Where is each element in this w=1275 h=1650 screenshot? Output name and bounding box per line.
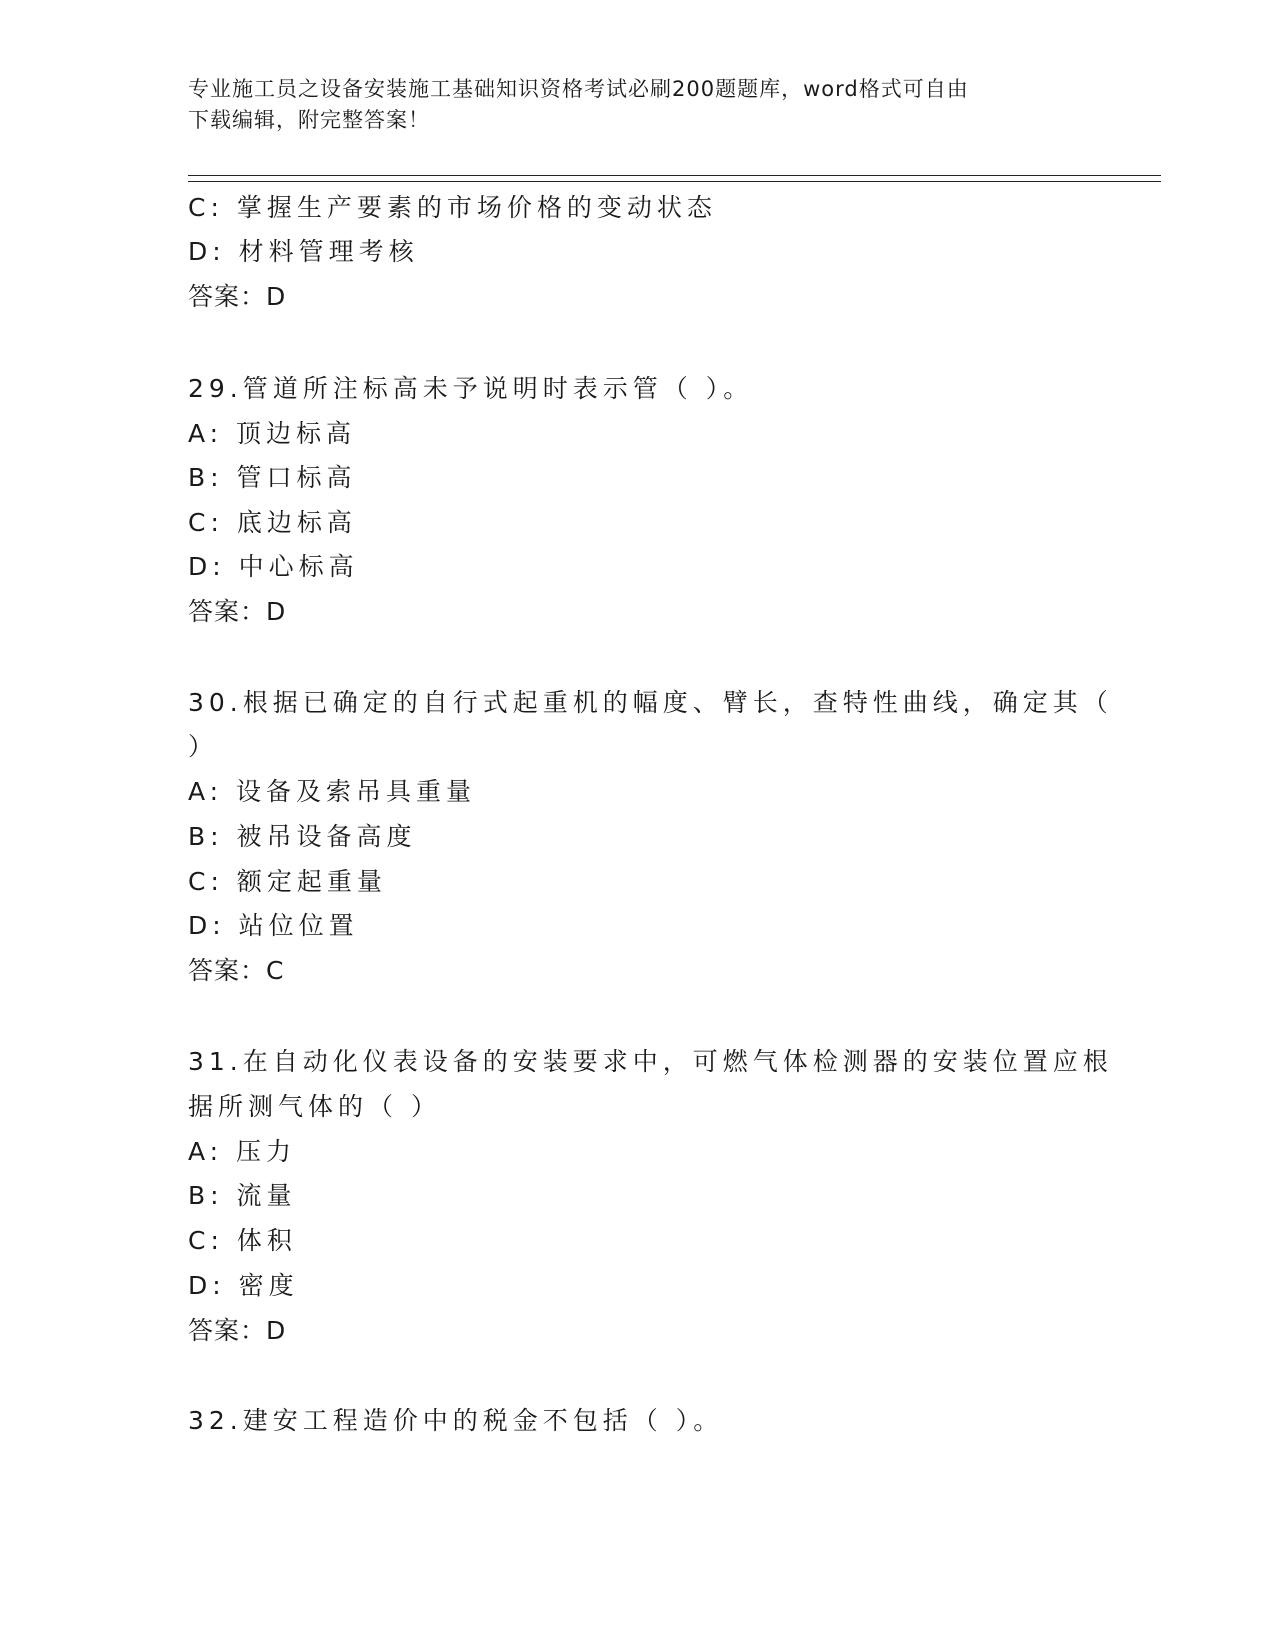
header-rule-top	[188, 175, 1161, 176]
q31-answer: 答案：D	[188, 1316, 287, 1345]
question-29: 29.管道所注标高未予说明时表示管（ ）。	[188, 374, 754, 403]
q31-option-d: D: 密度	[188, 1271, 299, 1300]
question-30-line-2: ）	[188, 732, 219, 761]
q29-option-c: C: 底边标高	[188, 508, 357, 537]
q29-option-a: A: 顶边标高	[188, 419, 357, 448]
header-rule-bottom	[188, 181, 1161, 182]
q29-option-b: B: 管口标高	[188, 463, 357, 492]
question-30-line-1: 30.根据已确定的自行式起重机的幅度、臂长，查特性曲线，确定其（	[188, 688, 1113, 717]
prev-answer: 答案：D	[188, 282, 287, 311]
q30-answer: 答案：C	[188, 956, 285, 985]
q30-option-a: A: 设备及索吊具重量	[188, 777, 477, 806]
q29-answer: 答案：D	[188, 597, 287, 626]
header-line-2: 下载编辑，附完整答案！	[188, 108, 430, 132]
q30-option-c: C: 额定起重量	[188, 867, 387, 896]
q31-option-a: A: 压力	[188, 1137, 297, 1166]
q31-option-b: B: 流量	[188, 1181, 297, 1210]
q29-option-d: D: 中心标高	[188, 552, 359, 581]
document-header	[188, 74, 1088, 136]
q30-option-d: D: 站位位置	[188, 911, 359, 940]
prev-option-d: D: 材料管理考核	[188, 237, 419, 266]
header-line-1: 专业施工员之设备安装施工基础知识资格考试必刷200题题库，word格式可自由	[188, 77, 969, 101]
prev-option-c: C: 掌握生产要素的市场价格的变动状态	[188, 193, 717, 222]
question-31-line-1: 31.在自动化仪表设备的安装要求中，可燃气体检测器的安装位置应根	[188, 1047, 1113, 1076]
question-31-line-2: 据所测气体的（ ）	[188, 1092, 441, 1121]
q30-option-b: B: 被吊设备高度	[188, 822, 417, 851]
question-32: 32.建安工程造价中的税金不包括（ ）。	[188, 1406, 724, 1435]
q31-option-c: C: 体积	[188, 1226, 297, 1255]
